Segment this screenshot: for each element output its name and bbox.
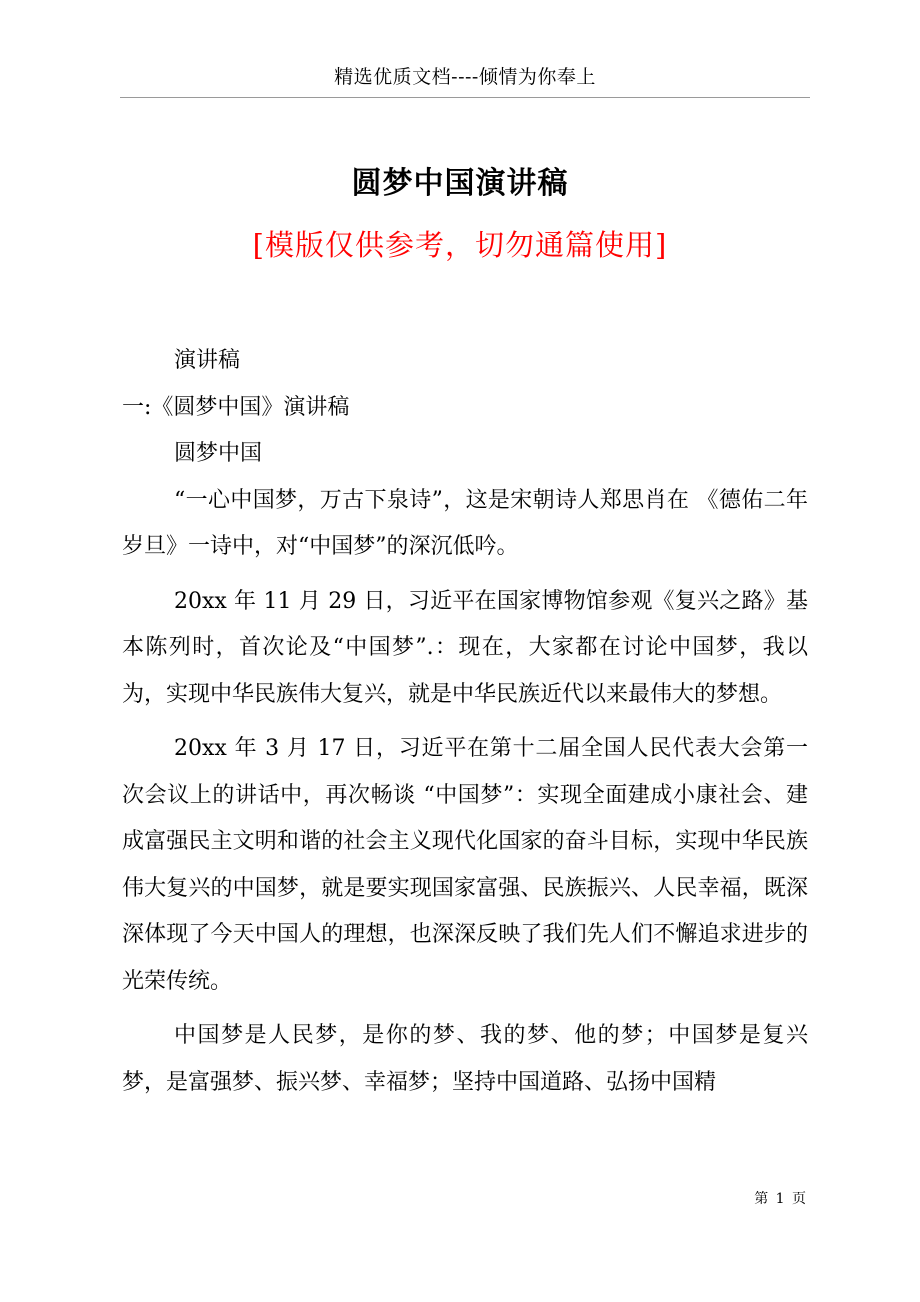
paragraph: 20xx 年 3 月 17 日，习近平在第十二届全国人民代表大会第一次会议上的讲话中，再次畅谈 “中国梦”：实现全面建成小康社会、建成富强民主文明和谐的社会主义现代化国家的奋斗目标，实现中华民族伟大复兴的中国梦，就是要实现国家富强、民族振兴、人民幸福，既深深体现了今天中国人的理想，也深深反映了我们先人们不懈追求进步的光荣传统。 <box>122 736 808 994</box>
paragraph: 圆梦中国 <box>174 441 263 466</box>
paragraph: 演讲稿 <box>174 348 241 373</box>
document-body <box>122 338 808 1106</box>
page-header: 精选优质文档----倾情为你奉上 <box>334 66 596 88</box>
document-subtitle: [模版仅供参考，切勿通篇使用] <box>252 228 668 262</box>
header-divider <box>120 97 810 98</box>
section-heading: 一:《圆梦中国》演讲稿 <box>122 394 350 420</box>
paragraph: 20xx 年 11 月 29 日，习近平在国家博物馆参观《复兴之路》基本陈列时，首次论及“中国梦”.：现在，大家都在讨论中国梦，我以为，实现中华民族伟大复兴，就是中华民族近代以来最伟大的梦想。 <box>122 588 808 707</box>
document-title: 圆梦中国演讲稿 <box>351 166 569 201</box>
paragraph: 中国梦是人民梦，是你的梦、我的梦、他的梦；中国梦是复兴梦，是富强梦、振兴梦、幸福梦；坚持中国道路、弘扬中国精 <box>122 1023 808 1095</box>
paragraph: “一心中国梦，万古下泉诗”，这是宋朝诗人郑思肖在 《德佑二年岁旦》一诗中，对“中国梦”的深沉低吟。 <box>122 487 808 559</box>
page-number: 第 1 页 <box>754 1191 806 1207</box>
